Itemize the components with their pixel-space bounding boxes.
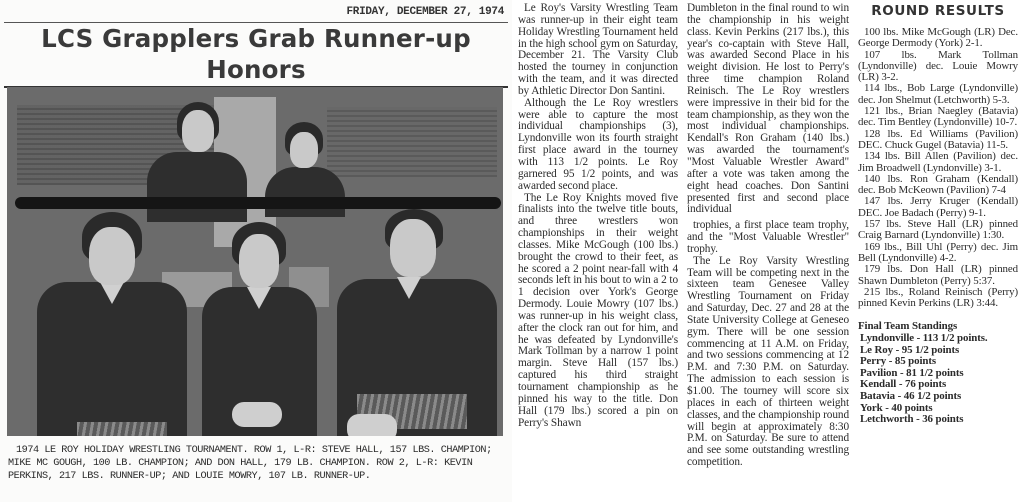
- standing-row: Perry - 85 points: [860, 355, 937, 368]
- result-entry: 147 lbs. Jerry Kruger (Kendall) DEC. Joe Badach (Perry) 9-1.: [858, 195, 1018, 219]
- headline-line-1: LCS Grapplers Grab Runner-up Honors: [41, 24, 471, 84]
- article-paragraph: The Le Roy Knights moved five finalists into the twelve title bouts, and three wrestlers won championships in their weight classes. Mike McGough (100 lbs.) brought the crowd to their feet, as he scored a 2 point near-fall with 4 seconds left in his bout to win a 2 to 1 decision over York's George Dermody. Louie Mowry (107 lbs.) was runner-up in his weight class, after the clock ran out for him, and he was defeated by Lyndonville's Mark Tollman by a narrow 1 point margin. Steve Hall (157 lbs.) captured his third straight tournament championship as he pinned his way to the title. Don Hall (179 lbs.) scored a pin on Perry's Shawn: [518, 191, 678, 429]
- result-entry: 157 lbs. Steve Hall (LR) pinned Craig Barnard (Lyndonville) 1:30.: [858, 218, 1018, 242]
- result-entry: 215 lbs., Roland Reinisch (Perry) pinned Kevin Perkins (LR) 3:44.: [858, 285, 1018, 310]
- standing-row: Le Roy - 95 1/2 points: [860, 343, 960, 356]
- round-results-title: ROUND RESULTS: [871, 3, 1005, 19]
- article-paragraph: trophies, a first place team trophy, and the "Most Valuable Wrestler" trophy.: [687, 219, 849, 255]
- standing-row: Batavia - 46 1/2 points: [860, 389, 962, 402]
- article-column-2: [687, 3, 849, 469]
- photo-caption: 1974 LE ROY HOLIDAY WRESTLING TOURNAMENT. ROW 1, L-R: STEVE HALL, 157 LBS. CHAMPION; MIKE MC GOUGH, 100 LB. CHAMPION; AND DON HALL, 179 LB. CHAMPION. ROW 2, L-R: KEVIN PERKINS, 217 LBS. RUNNER-UP; AND LOUIE MOWRY, 107 LB. RUNNER-UP.: [8, 445, 492, 482]
- standings-title: Final Team Standings: [858, 320, 958, 333]
- article-paragraph: Although the Le Roy wrestlers were able to capture the most individual championships (3), Lyndonville won its fourth straight first place award in the tourney with 113 1/2 points. Le Roy garnered 95 1/2 points, and was awarded second place.: [518, 96, 678, 192]
- result-entry: 121 lbs., Brian Naegley (Batavia) dec. Tim Bentley (Lyndonville) 10-7.: [858, 105, 1018, 129]
- team-photo: [7, 87, 503, 436]
- dateline: FRIDAY, DECEMBER 27, 1974: [346, 6, 504, 18]
- round-results-column: [858, 3, 1018, 426]
- result-entry: 114 lbs., Bob Large (Lyndonville) dec. Jon Shelmut (Letchworth) 5-3.: [858, 82, 1018, 106]
- result-entry: 179 lbs. Don Hall (LR) pinned Shawn Dumbleton (Perry) 5:37.: [858, 263, 1018, 287]
- final-team-standings: [858, 321, 1018, 425]
- article-paragraph: The Le Roy Varsity Wrestling Team will be competing next in the sixteen team Genesee Valley Wrestling Tournament on Friday and Saturday, Dec. 27 and 28 at the State University College at Geneseo gym. There will be one session commencing at 11 A.M. on Friday, and two sessions commencing at 12 P.M. and 7:30 P.M. on Saturday. The admission to each session is $1.00. The tourney will score six places in each of thirteen weight classes, and the championship round will begin at approximately 8:30 P.M. on Saturday. Be sure to attend and see some outstanding wrestling competition.: [687, 254, 849, 469]
- result-entry: 128 lbs. Ed Williams (Pavilion) DEC. Chuck Gugel (Batavia) 11-5.: [858, 127, 1018, 151]
- result-entry: 134 lbs. Bill Allen (Pavilion) dec. Jim Broadwell (Lyndonville) 3-1.: [858, 150, 1018, 174]
- result-entry: 107 lbs. Mark Tollman (Lyndonville) dec. Louie Mowry (LR) 3-2.: [858, 48, 1018, 84]
- standing-row: Kendall - 76 points: [860, 378, 947, 391]
- article-paragraph: Dumbleton in the final round to win the championship in his weight class. Kevin Perkins (217 lbs.), this year's co-captain with Steve Hall, was awarded Second Place in his weight division. He lost to Perry's three time champion Roland Reinisch. The Le Roy wrestlers were impressive in their bid for the team championship, as they won the most individual championships. Kendall's Ron Graham (140 lbs.) was awarded the tournament's "Most Valuable Wrestler Award" after a vote was taken among the eight head coaches. Don Santini presented first and second place individual: [687, 2, 849, 216]
- result-entry: 169 lbs., Bill Uhl (Perry) dec. Jim Bell (Lyndonville) 4-2.: [858, 240, 1018, 264]
- result-entry: 140 lbs. Ron Graham (Kendall) dec. Bob McKeown (Pavilion) 7-4: [858, 172, 1018, 197]
- result-entry: 100 lbs. Mike McGough (LR) Dec. George Dermody (York) 2-1.: [858, 26, 1018, 50]
- standing-row: Lyndonville - 113 1/2 points.: [860, 332, 988, 345]
- standing-row: York - 40 points: [860, 401, 933, 414]
- article-paragraph: Le Roy's Varsity Wrestling Team was runner-up in their eight team Holiday Wrestling Tournament held in the high school gym on Saturday, December 21. The Varsity Club hosted the tourney in conjunction with the team, and it was directed by Athletic Director Don Santini.: [518, 2, 678, 97]
- print-smudge: [15, 197, 501, 209]
- standing-row: Pavilion - 81 1/2 points: [860, 366, 964, 379]
- standing-row: Letchworth - 36 points: [860, 413, 964, 426]
- article-column-1: [518, 3, 678, 429]
